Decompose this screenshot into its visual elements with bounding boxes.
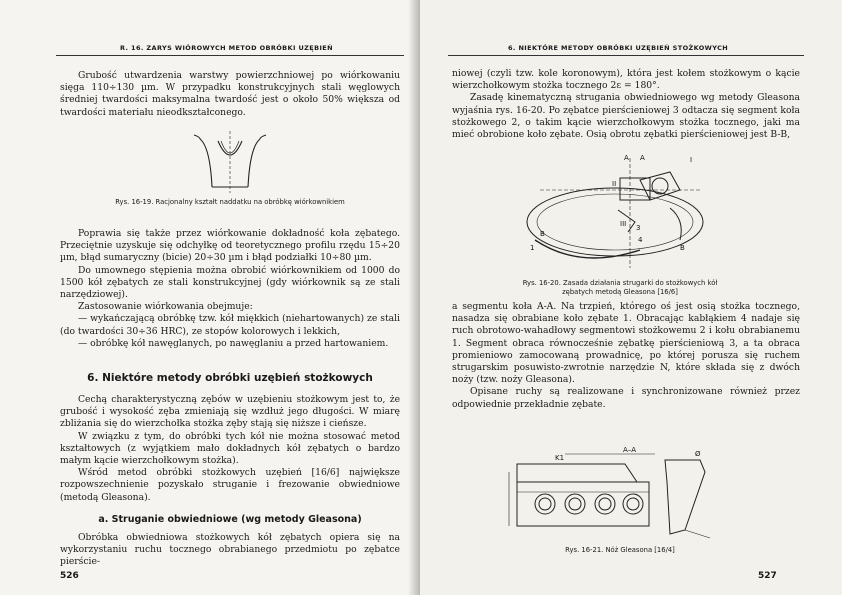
fig20-label-4: II xyxy=(612,180,617,188)
figure-16-19 xyxy=(180,127,280,195)
right-paragraph-1 xyxy=(452,68,800,141)
fig20-label-5: III xyxy=(620,220,627,228)
figure-16-19-caption: Rys. 16-19. Racjonalny kształt naddatku na obróbkę wiórkownikiem xyxy=(115,198,345,206)
left-para-1-text: Grubość utwardzenia warstwy powierzchniowej po wiórkowaniu sięga 110÷130 µm. W przypadku konstrukcyjnych stali węglowych średniej twardości maksymalna twardość jest o około 50% większa od twardości materiału nieodkształconego. xyxy=(60,70,400,118)
fig20-label-10: 4 xyxy=(638,236,643,244)
right-page xyxy=(420,0,842,595)
left-para-2-text: Poprawia się także przez wiórkowanie dokładność koła zębatego. Przeciętnie uzyskuje się odchyłkę od teoretycznego profilu rzędu 15÷20 µm, błąd sumaryczny (bicie) 20÷30 µm i błąd podziałki 10÷80 µm. xyxy=(60,228,400,264)
left-para-3-text: Do umownego stępienia można obrobić wiórkownikiem od 1000 do 1500 kół zębatych ze stali konstrukcyjnej (gdy wiórkownik są ze stali narzędziowej). xyxy=(60,264,400,301)
figure-16-20 xyxy=(520,150,720,272)
left-para-10-text: Obróbka obwiedniowa stożkowych kół zębatych opiera się na wykorzystaniu ruchu tocznego obrabianego przedmiotu po zębatce pierście- xyxy=(60,532,400,568)
subsection-a-title: a. Struganie obwiedniowe (wg metody Gleasona) xyxy=(98,514,362,525)
figure-16-21-caption: Rys. 16-21. Nóż Gleasona [16/4] xyxy=(565,546,675,554)
left-paragraph-3 xyxy=(60,394,400,504)
right-page-number: 527 xyxy=(758,571,777,581)
right-running-header: 6. NIEKTÓRE METODY OBRÓBKI UZĘBIEŃ STOŻKOWYCH xyxy=(508,44,729,52)
figure-16-21 xyxy=(505,442,730,542)
left-paragraph-2 xyxy=(60,228,400,350)
fig20-label-3: I xyxy=(690,156,693,164)
figure-16-20-caption: Rys. 16-20. Zasada działania strugarki do stożkowych kół zębatych metodą Gleasona [16/6] xyxy=(522,279,718,296)
right-para-3-text: a segmentu koła A-A. Na trzpień, którego oś jest osią stożka tocznego, nasadza się obrabiane koło zębate 1. Obracając kabłąkiem 4 nadaje się ruch obrotowo-wahadłowy segmentowi stożkowemu 2 i kołu obrabianemu 1. Segment obraca równocześnie zębatkę pierścieniową 3, a ta obraca promieniowo zamocowaną prowadnicę, po której porusza się ruchem strugarskim posuwisto-zwrotnie narzędzie N, które składa się z dwóch noży (tzw. noży Gleasona). xyxy=(452,301,800,386)
right-para-1-text: niowej (czyli tzw. kole koronowym), która jest kołem stożkowym o kącie wierzchołkowym stożka tocznego 2ε = 180°. xyxy=(452,68,800,92)
right-header-rule xyxy=(448,55,804,56)
fig21-label-2: K1 xyxy=(555,454,565,462)
left-para-4-text: Zastosowanie wiórkowania obejmuje: xyxy=(78,301,253,313)
right-paragraph-2 xyxy=(452,301,800,411)
fig20-label-8: B xyxy=(680,244,685,252)
left-para-8-text: W związku z tym, do obróbki tych kół nie można stosować metod kształtowych (z wyjątkiem mało dokładnych kół zębatych o bardzo małym kącie wierzchołkowym stożka). xyxy=(60,430,400,467)
fig20-label-1: A xyxy=(624,154,629,162)
left-page xyxy=(0,0,420,595)
left-header-rule xyxy=(56,55,404,56)
left-para-7-text: Cechą charakterystyczną zębów w uzębieniu stożkowym jest to, że grubość i wysokość zęba zmieniają się wzdłuż jego długości. W miarę zbliżania się do wierzchołka stożka zęby stają się niższe i cieńsze. xyxy=(60,394,400,430)
left-running-header: R. 16. ZARYS WIÓROWYCH METOD OBRÓBKI UZĘBIEŃ xyxy=(120,44,333,52)
fig20-label-9: 1 xyxy=(530,244,535,252)
fig20-label-6: 3 xyxy=(636,224,641,232)
fig21-label-1: A–A xyxy=(623,446,637,454)
left-paragraph-4 xyxy=(60,532,400,569)
right-para-2-text: Zasadę kinematyczną strugania obwiedniowego wg metody Gleasona wyjaśnia rys. 16-20. Po zębatce pierścieniowej 3 odtacza się segment koła stożkowego 2, o takim kącie wierzchołkowym stożka tocznego, jaki ma mieć obrobione koło zębate. Osią obrotu zębatki pierścieniowej jest B-B, xyxy=(452,92,800,141)
fig21-label-3: Ø xyxy=(695,450,701,458)
left-page-number: 526 xyxy=(60,571,79,581)
left-paragraph-1 xyxy=(60,70,400,119)
left-para-5-text: — wykańczającą obróbkę tzw. kół miękkich (niehartowanych) ze stali (do twardości 30÷36 HRC), ze stopów kolorowych i lekkich, xyxy=(60,313,400,337)
fig20-label-7: B xyxy=(540,230,545,238)
left-para-9-text: Wśród metod obróbki stożkowych uzębień [16/6] największe rozpowszechnienie pozyskało struganie i frezowanie obwiedniowe (metodą Gleasona). xyxy=(60,467,400,503)
left-para-6-text: — obróbkę kół nawęglanych, po nawęglaniu a przed hartowaniem. xyxy=(78,337,389,349)
fig20-label-2: A xyxy=(640,154,645,162)
section-6-title: 6. Niektóre metody obróbki uzębień stożkowych xyxy=(87,372,373,384)
right-para-4-text: Opisane ruchy są realizowane i synchronizowane również przez odpowiednie przekładnie zębate. xyxy=(452,386,800,410)
